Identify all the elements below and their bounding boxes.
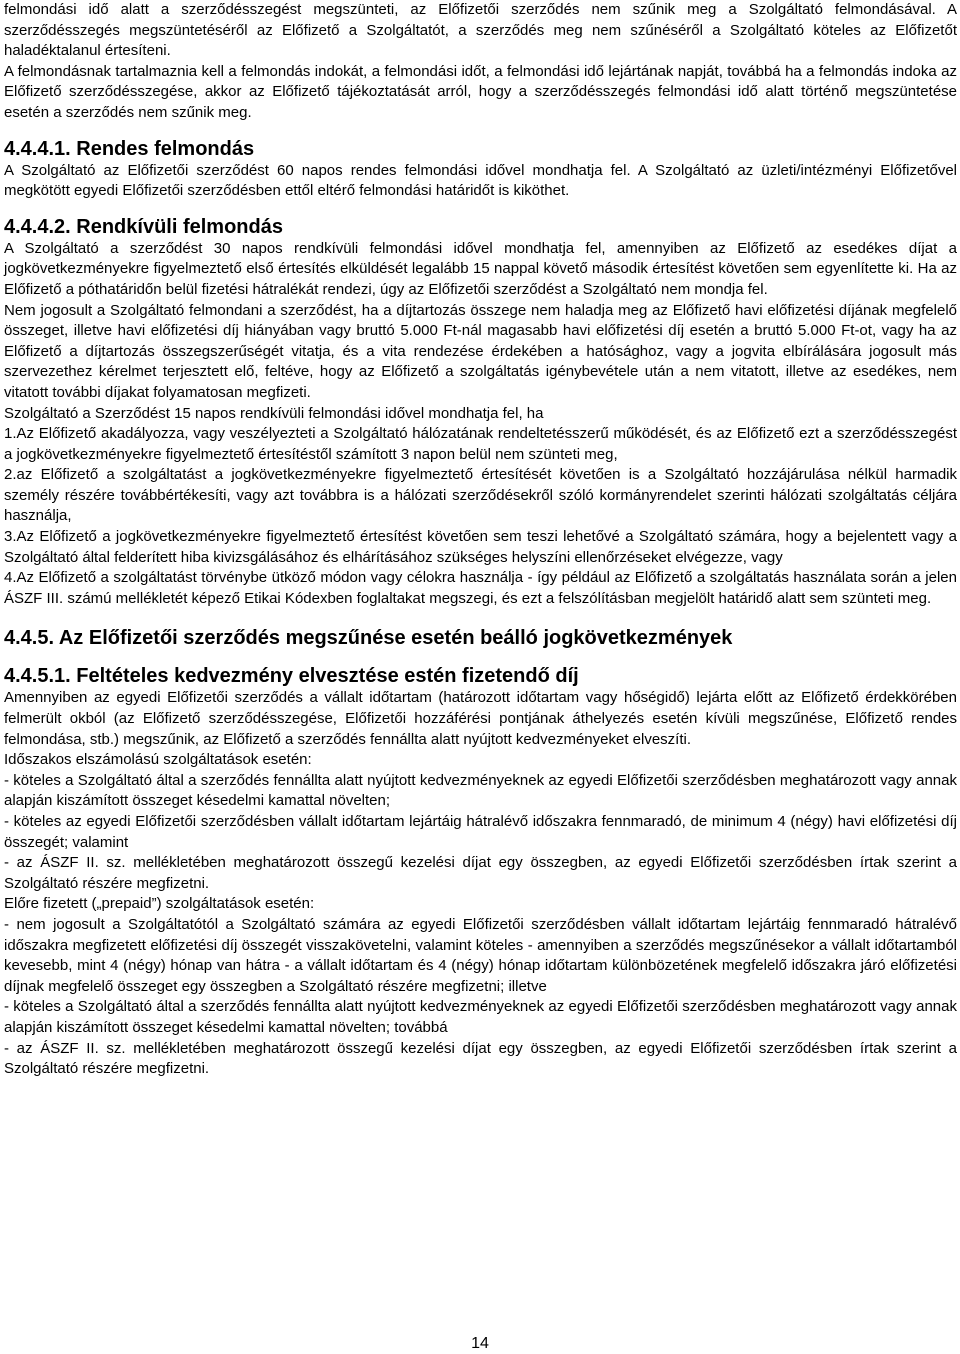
list-item: 2.az Előfizető a szolgáltatást a jogkövetkezményekre figyelmeztető értesítését követően is a Szolgáltató hozzájárulása nélkül harmadik személy részére továbbértékesíti, vagy azt továbbra is a hálózati szerződésekről szóló kormányrendelet szerinti hálózati szolgáltatás céljára használja, [4, 466, 957, 525]
list-item: - az ÁSZF II. sz. mellékletében meghatározott összegű kezelési díjat egy összegben, az egyedi Előfizetői szerződésben írtak szerint a Szolgáltató részére megfizetni. [4, 854, 957, 892]
body-paragraph: Időszakos elszámolású szolgáltatások esetén: [4, 751, 312, 769]
body-paragraph: A felmondásnak tartalmaznia kell a felmondás indokát, a felmondási időt, a felmondási idő lejártának napját, továbbá ha a felmondás indoka az Előfizető szerződésszegése, akkor az Előfizető tájékoztatását arról, hogy a szerződésszegés felmondási idő alatt történő megszüntetése esetén a szerződés nem szűnik meg. [4, 62, 957, 121]
list-item: 1.Az Előfizető akadályozza, vagy veszélyezteti a Szolgáltató hálózatának rendeltetésszerű működését, és az Előfizető ezt a szerződésszegést a jogkövetkezményekre figyelmeztető értesítéstől számított 3 napon belül nem szünteti meg, [4, 425, 957, 463]
body-paragraph: felmondási idő alatt a szerződésszegést megszünteti, az Előfizetői szerződés nem szűnik meg a Szolgáltató felmondásával. A szerződésszegés megszüntetéséről az Előfizető a Szolgáltatót, a szerződés meg nem szűnéséről a Szolgáltató köteles az Előfizetőt haladéktalanul értesíteni. [4, 1, 957, 60]
list-item: - köteles az egyedi Előfizetői szerződésben vállalt időtartam lejártáig hátralévő időszakra fennmaradó, de minimum 4 (négy) havi előfizetési díj összegét; valamint [4, 813, 957, 851]
body-paragraph: Amennyiben az egyedi Előfizetői szerződés a vállalt időtartam (határozott időtartam vagy hőségidő) lejárta előtt az Előfizető érdekkörében felmerült okból (az Előfizető szerződésszegése, Előfizetői hozzáférési pontjának áthelyezés esetén kívüli megszűnése, Előfizető rendes felmondása, stb.) megszűnik, az Előfizető a szerződés fennállta alatt nyújtott kedvezményeket elveszíti. [4, 689, 957, 748]
body-paragraph: Nem jogosult a Szolgáltató felmondani a szerződést, ha a díjtartozás összege nem haladja meg az Előfizető havi előfizetési díjának megfelelő összeget, illetve havi előfizetési díj hiányában vagy bruttó 5.000 Ft-nál magasabb havi előfizetési díj esetén a bruttó 5.000 Ft-ot, vagy ha az Előfizető a díjtartozás összegszerűségét vitatja, és a vita rendezése érdekében a hatósághoz, vagy a jogvita elbírálására jogosult más szervezethez kérelmet terjesztett elő, feltéve, hogy az Előfizető a szolgáltatás igénybevétele után a nem vitatott, illetve az esedékes, nem vitatott további díjakat folyamatosan megfizeti. [4, 301, 957, 401]
list-item: - köteles a Szolgáltató által a szerződés fennállta alatt nyújtott kedvezményeknek az egyedi Előfizetői szerződésben meghatározott vagy annak alapján kiszámított összeget késedelmi kamattal növelten; [4, 771, 957, 810]
body-paragraph: A Szolgáltató a szerződést 30 napos rendkívüli felmondási idővel mondhatja fel, amennyiben az Előfizető az esedékes díjat a jogkövetkezményekre figyelmeztető első értesítés elküldését legalább 15 nappal követő második értesítést követően sem egyenlítette ki. Ha az Előfizető a póthatáridőn belül fizetési hátralékát rendezi, úgy az Előfizetői szerződést a Szolgáltató nem mondja fel. [4, 239, 957, 298]
list-item: - az ÁSZF II. sz. mellékletében meghatározott összegű kezelési díjat egy összegben, az egyedi Előfizetői szerződésben írtak szerint a Szolgáltató részére megfizetni. [4, 1039, 957, 1078]
section-heading-4451: 4.4.5.1. Feltételes kedvezmény elvesztése estén fizetendő díj [4, 665, 579, 688]
list-item: 3.Az Előfizető a jogkövetkezményekre figyelmeztető értesítést követően sem teszi lehetővé a Szolgáltató számára, hogy a bejelentett vagy a Szolgáltató által felderített hiba kivizsgálásához és elhárításához szükséges helyszíni ellenőrzéseket elvégezze, vagy [4, 528, 957, 566]
section-heading-4442: 4.4.4.2. Rendkívüli felmondás [4, 215, 283, 238]
list-item: 4.Az Előfizető a szolgáltatást törvénybe ütköző módon vagy célokra használja - így például az Előfizető a szolgáltatás használata során a jelen ÁSZF III. számú mellékletét képező Etikai Kódexben foglaltakat megszegi, és ezt a felszólításban megjelölt határidő alatt sem szünteti meg. [4, 569, 957, 607]
list-item: - nem jogosult a Szolgáltatótól a Szolgáltató számára az egyedi Előfizetői szerződésben vállalt időtartam lejártáig fennmaradó hátralévő időszakra megfizetett előfizetési díj összegét visszakövetelni, valamint köteles - amennyiben a szerződés megszűnésekor a vállalt időtartamból kevesebb, mint 4 (négy) hónap van hátra - a vállalt időtartam és 4 (négy) hónap időtartam különbözetének megfelelő időszakra járó előfizetési díjnak megfelelő összeget egy összegben a Szolgáltató részére megfizetni; illetve [4, 915, 957, 995]
section-heading-445: 4.4.5. Az Előfizetői szerződés megszűnése esetén beálló jogkövetkezmények [4, 627, 733, 650]
body-paragraph: Szolgáltató a Szerződést 15 napos rendkívüli felmondási idővel mondhatja fel, ha [4, 404, 544, 422]
section-heading-4441: 4.4.4.1. Rendes felmondás [4, 137, 255, 160]
page-number: 14 [471, 1335, 489, 1352]
body-paragraph: A Szolgáltató az Előfizetői szerződést 60 napos rendes felmondási idővel mondhatja fel. A Szolgáltató az üzleti/intézményi Előfizetővel megkötött egyedi Előfizetői szerződésben ettől eltérő felmondási határidőt is kiköthet. [4, 161, 957, 200]
body-paragraph: Előre fizetett („prepaid”) szolgáltatások esetén: [4, 895, 315, 913]
list-item: - köteles a Szolgáltató által a szerződés fennállta alatt nyújtott kedvezményeknek az egyedi Előfizetői szerződésben meghatározott vagy annak alapján kiszámított összeget késedelmi kamattal növelten; továbbá [4, 998, 957, 1036]
